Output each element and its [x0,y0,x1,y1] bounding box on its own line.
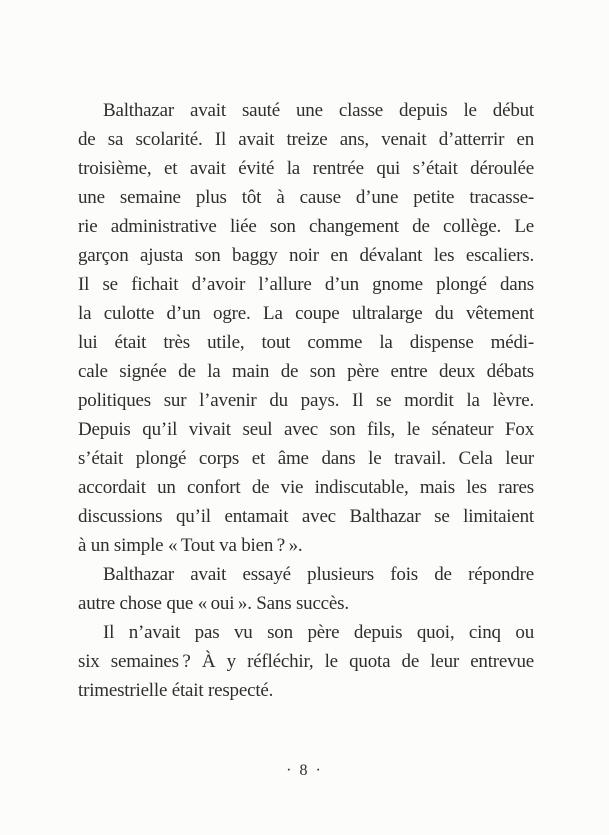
paragraph [78,560,534,618]
paragraph [78,96,534,560]
text-line: autre chose que « oui ». Sans succès. [78,593,349,614]
text-line: discussions qu’il entamait avec Balthazar se limitaient [78,506,534,527]
text-line: six semaines ? À y réfléchir, le quota de leur entrevue [78,651,534,672]
text-line: Il se fichait d’avoir l’allure d’un gnome plongé dans [78,274,534,295]
body-text [78,96,534,705]
text-line: une semaine plus tôt à cause d’une petite tracasse- [78,187,534,208]
text-line: accordait un confort de vie indiscutable, mais les rares [78,477,534,498]
text-line: s’était plongé corps et âme dans le travail. Cela leur [78,448,534,469]
text-line: Il n’avait pas vu son père depuis quoi, cinq ou [103,622,534,643]
text-line: de sa scolarité. Il avait treize ans, venait d’atterrir en [78,129,534,150]
text-line: politiques sur l’avenir du pays. Il se mordit la lèvre. [78,390,534,411]
text-line: cale signée de la main de son père entre deux débats [78,361,534,382]
text-line: troisième, et avait évité la rentrée qui s’était déroulée [78,158,534,179]
text-line: rie administrative liée son changement de collège. Le [78,216,534,237]
page-number: · 8 · [286,762,323,779]
text-line: Depuis qu’il vivait seul avec son fils, le sénateur Fox [78,419,534,440]
text-line: à un simple « Tout va bien ? ». [78,535,303,556]
text-line: garçon ajusta son baggy noir en dévalant les escaliers. [78,245,534,266]
text-line: Balthazar avait sauté une classe depuis le début [103,100,534,121]
text-line: Balthazar avait essayé plusieurs fois de répondre [103,564,534,585]
text-line: la culotte d’un ogre. La coupe ultralarge du vêtement [78,303,534,324]
text-line: trimestrielle était respecté. [78,680,274,701]
paragraph [78,618,534,705]
text-line: lui était très utile, tout comme la dispense médi- [78,332,534,353]
